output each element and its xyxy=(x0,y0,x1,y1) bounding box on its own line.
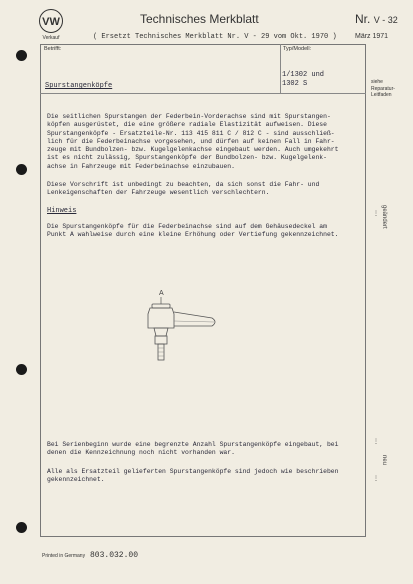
text-line: Diese Vorschrift ist unbedingt zu beachten, da sich sonst die Fahr- und xyxy=(47,181,320,188)
logo-caption: Verkauf xyxy=(42,35,60,41)
divider xyxy=(40,93,366,94)
type-values xyxy=(282,71,324,89)
tie-rod-end-drawing xyxy=(128,282,228,382)
vw-logo-icon xyxy=(39,9,63,33)
hinweis-heading: Hinweis xyxy=(47,207,77,215)
text-line: Alle als Ersatzteil gelieferten Spurstangenköpfe sind jedoch wie beschrieben xyxy=(47,468,339,475)
text-line: gekennzeichnet. xyxy=(47,476,105,484)
text-line: zeuge mit Bundbolzen- bzw. Kugelgelenkachse eingebaut werden. Auch umgekehrt xyxy=(47,146,339,154)
hinweis-text xyxy=(47,223,365,240)
betrifft-label: Betrifft: xyxy=(44,46,62,52)
punch-hole xyxy=(16,522,27,533)
type-line: 1302 S xyxy=(282,80,308,88)
margin-note-changed: geändert xyxy=(381,205,387,229)
punch-hole xyxy=(16,50,27,61)
text-line: ist es nicht zulässig, Spurstangenköpfe der Bundbolzen- bzw. Kugelgelenk- xyxy=(47,154,327,162)
drawing-label-a: A xyxy=(159,290,164,297)
paragraph-2 xyxy=(47,181,365,198)
side-note-line: siehe xyxy=(371,79,383,85)
punch-hole xyxy=(16,164,27,175)
svg-text:VW: VW xyxy=(42,16,60,28)
replaces-note: ( Ersetzt Technisches Merkblatt Nr. V - 29 vom Okt. 1970 ) xyxy=(93,33,337,41)
text-line: Spurstangenköpfe - Ersatzteile-Nr. 113 415 811 C / 812 C - sind ausschließ- xyxy=(47,129,335,137)
order-number: 803.032.00 xyxy=(90,551,139,560)
document-number xyxy=(355,12,398,26)
text-line: Lenkeigenschaften der Fahrzeuge wesentlich verschlechtern. xyxy=(47,189,270,197)
typ-label: Typ/Modell: xyxy=(283,46,312,52)
margin-marks: ⋮ xyxy=(373,210,379,217)
text-line: denen die Kennzeichnung noch nicht vorhanden war. xyxy=(47,449,235,457)
margin-marks: ⋮ xyxy=(373,475,379,482)
text-line: Die Spurstangenköpfe für die Federbeinachse sind auf dem Gehäusedeckel am xyxy=(47,223,327,230)
text-line: achse in Fahrzeuge mit Federbeinachse einzubauen. xyxy=(47,162,235,170)
divider xyxy=(280,44,281,94)
type-line: 1/1302 und xyxy=(282,71,325,79)
side-note xyxy=(371,79,395,99)
paragraph-1 xyxy=(47,113,365,171)
nr-label: Nr. xyxy=(355,12,371,26)
margin-marks: ⋮ xyxy=(373,438,379,445)
side-note-line: Leitfaden xyxy=(371,92,392,98)
text-line: lich für die Federbeinachse vorgesehen, und dürfen auf keinen Fall in Fahr- xyxy=(47,137,335,145)
side-note-line: Reparatur- xyxy=(371,85,395,92)
subject-value: Spurstangenköpfe xyxy=(45,82,113,90)
margin-note-new: neu xyxy=(381,455,387,466)
paragraph-4 xyxy=(47,468,365,485)
text-line: Punkt A wahlweise durch eine kleine Erhöhung oder Vertiefung gekennzeichnet. xyxy=(47,231,339,239)
punch-hole xyxy=(16,364,27,375)
issue-date: März 1971 xyxy=(355,33,389,40)
print-note: Printed in Germany xyxy=(42,553,86,559)
nr-value: V - 32 xyxy=(373,15,398,25)
text-line: köpfen ausgerüstet, die eine größere radiale Elastizität aufweisen. Diese xyxy=(47,121,327,129)
paragraph-3 xyxy=(47,441,365,458)
page-title: Technisches Merkblatt xyxy=(140,12,259,26)
text-line: Bei Serienbeginn wurde eine begrenzte Anzahl Spurstangenköpfe eingebaut, bei xyxy=(47,441,339,448)
text-line: Die seitlichen Spurstangen der Federbein-Vorderachse sind mit Spurstangen- xyxy=(47,113,331,120)
